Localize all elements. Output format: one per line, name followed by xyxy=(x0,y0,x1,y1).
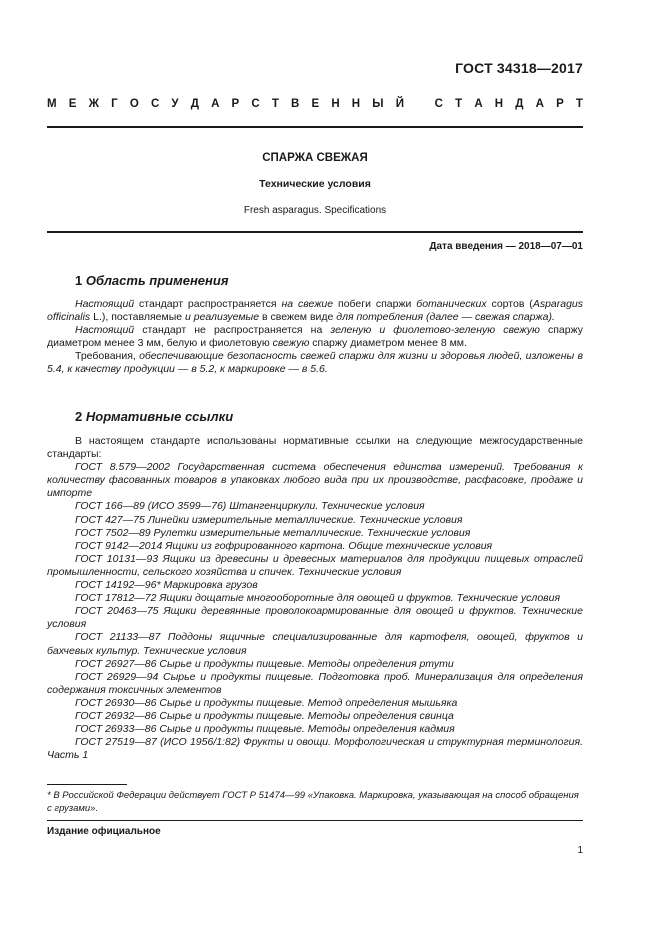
banner-letter: У xyxy=(171,98,179,110)
header-rule xyxy=(47,126,583,128)
banner-letter: Е xyxy=(311,98,320,110)
banner-letter: Е xyxy=(68,98,77,110)
reference-item: ГОСТ 26929—94 Сырье и продукты пищевые. Подготовка проб. Минерализация для определения содержания токсичных элементов xyxy=(47,670,583,696)
banner-letter: С xyxy=(150,98,160,110)
paragraph: Настоящий стандарт не распространяется на зеленую и фиолетово-зеленую свежую спаржу диаметром менее 3 мм, белую и фиолетовую свежую спаржу диаметром менее 8 мм. xyxy=(47,324,583,350)
section-1-title: Область применения xyxy=(85,273,229,288)
footnote: * В Российской Федерации действует ГОСТ Р 51474—99 «Упаковка. Маркировка, указывающая на способ обращения с грузами». xyxy=(47,790,579,814)
section-2-heading xyxy=(75,409,233,424)
reference-item: ГОСТ 427—75 Линейки измерительные металлические. Технические условия xyxy=(75,513,463,526)
reference-item: ГОСТ 26932—86 Сырье и продукты пищевые. Методы определения свинца xyxy=(75,709,454,722)
footnote-rule xyxy=(47,784,127,785)
banner-letter: Г xyxy=(111,98,118,110)
banner-letter: Н xyxy=(494,98,504,110)
reference-item: ГОСТ 21133—87 Поддоны ящичные специализированные для картофеля, овощей, фруктов и бахчевых культур. Технические условия xyxy=(47,631,583,657)
banner-letter: Д xyxy=(515,98,524,110)
banner-letter: Ж xyxy=(88,98,99,110)
paragraph: Настоящий стандарт распространяется на свежие побеги спаржи ботанических сортов (Asparagus officinalis L.), поставляемые и реализуемые в свежем виде для потребления (далее — свежая спаржа). xyxy=(47,298,584,324)
banner-letter: О xyxy=(129,98,139,110)
normative-references-list xyxy=(47,461,583,762)
reference-item: ГОСТ 8.579—2002 Государственная система обеспечения единства измерений. Требования к количеству фасованных товаров в упаковках любого вида при их производстве, расфасовке, продаже и импорте xyxy=(47,461,583,500)
banner-letter: Т xyxy=(271,98,279,110)
document-title: СПАРЖА СВЕЖАЯ xyxy=(262,152,368,164)
banner-letter: Р xyxy=(231,98,240,110)
section-2-body xyxy=(47,435,583,762)
banner-letter: С xyxy=(434,98,443,110)
banner-letter: Р xyxy=(556,98,564,110)
interstate-standard-banner xyxy=(47,98,583,110)
section-2-number: 2 xyxy=(75,409,83,424)
banner-letter: Д xyxy=(190,98,199,110)
banner-letter: Й xyxy=(395,98,404,110)
banner-letter: С xyxy=(251,98,260,110)
document-subtitle: Технические условия xyxy=(259,178,371,190)
footer-rule xyxy=(47,820,583,821)
banner-letter: А xyxy=(474,98,483,110)
banner-letter: А xyxy=(535,98,544,110)
reference-item: ГОСТ 7502—89 Рулетки измерительные металлические. Технические условия xyxy=(75,526,471,539)
reference-item: ГОСТ 17812—72 Ящики дощатые многооборотные для овощей и фруктов. Технические условия xyxy=(75,592,561,605)
reference-item: ГОСТ 26933—86 Сырье и продукты пищевые. Методы определения кадмия xyxy=(75,723,455,736)
document-title-english: Fresh asparagus. Specifications xyxy=(243,205,387,216)
banner-letter: Н xyxy=(351,98,361,110)
banner-letter: В xyxy=(291,98,300,110)
banner-letter: Ы xyxy=(372,98,384,110)
paragraph: В настоящем стандарте использованы нормативные ссылки на следующие межгосударственные стандарты: xyxy=(47,435,583,461)
reference-item: ГОСТ 27519—87 (ИСО 1956/1:82) Фрукты и овощи. Морфологическая и структурная терминология. Часть 1 xyxy=(47,736,583,762)
page-number: 1 xyxy=(577,845,583,856)
introduction-date: Дата введения — 2018—07—01 xyxy=(429,241,583,252)
reference-item: ГОСТ 9142—2014 Ящики из гофрированного картона. Общие технические условия xyxy=(75,539,493,552)
banner-letter xyxy=(416,98,422,110)
reference-item: ГОСТ 20463—75 Ящики деревянные проволокоармированные для овощей и фруктов. Технические условия xyxy=(47,605,583,631)
official-edition-label: Издание официальное xyxy=(47,826,161,837)
reference-item: ГОСТ 26927—86 Сырье и продукты пищевые. Методы определения ртути xyxy=(75,657,454,670)
section-1-number: 1 xyxy=(75,273,83,288)
section-1-body xyxy=(47,298,583,377)
banner-letter: Н xyxy=(331,98,340,110)
banner-letter: Т xyxy=(575,98,583,110)
reference-item: ГОСТ 14192—96* Маркировка грузов xyxy=(75,579,258,592)
title-rule xyxy=(47,231,583,233)
reference-item: ГОСТ 166—89 (ИСО 3599—76) Штангенциркули. Технические условия xyxy=(75,500,425,513)
gost-number: ГОСТ 34318—2017 xyxy=(455,60,583,76)
reference-item: ГОСТ 10131—93 Ящики из древесины и древесных материалов для продукции пищевых отраслей промышленности, сельского хозяйства и спичек. Технические условия xyxy=(47,552,583,578)
section-2-title: Нормативные ссылки xyxy=(85,409,234,424)
banner-letter: М xyxy=(47,98,57,110)
banner-letter: Т xyxy=(455,98,463,110)
reference-item: ГОСТ 26930—86 Сырье и продукты пищевые. Метод определения мышьяка xyxy=(75,696,458,709)
banner-letter: А xyxy=(211,98,220,110)
section-1-heading xyxy=(75,273,229,288)
paragraph: Требования, обеспечивающие безопасность свежей спаржи для жизни и здоровья людей, изложены в 5.4, к качеству продукции — в 5.2, к маркировке — в 5.6. xyxy=(47,350,583,376)
